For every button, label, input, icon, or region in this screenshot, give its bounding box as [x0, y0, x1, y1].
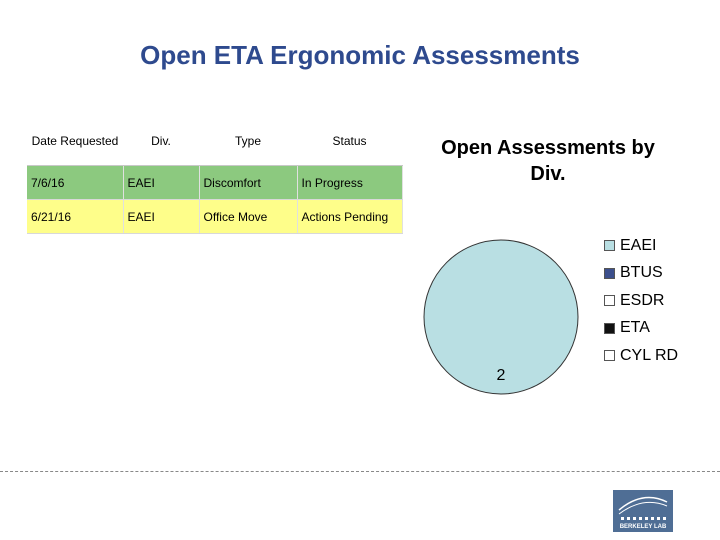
legend-label: ESDR: [620, 291, 665, 309]
legend-item-cyl-rd: [604, 342, 678, 370]
legend-item-esdr: [604, 287, 678, 315]
header-div: Div.: [123, 128, 199, 166]
cell-type: Discomfort: [199, 166, 297, 200]
legend-label: BTUS: [620, 264, 663, 282]
cell-div: EAEI: [123, 166, 199, 200]
header-date-requested: Date Requested: [27, 128, 123, 166]
chart-legend: [604, 232, 678, 370]
legend-swatch-btus: [604, 268, 615, 279]
cell-date: 6/21/16: [27, 200, 123, 234]
legend-swatch-eta: [604, 323, 615, 334]
cell-status: In Progress: [297, 166, 402, 200]
cell-div: EAEI: [123, 200, 199, 234]
cell-date: 7/6/16: [27, 166, 123, 200]
berkeley-lab-logo: [613, 490, 673, 532]
slide-title: Open ETA Ergonomic Assessments: [140, 40, 580, 70]
footer-divider: [0, 471, 720, 472]
chart-title: Open Assessments by Div.: [441, 137, 655, 185]
header-type: Type: [199, 128, 297, 166]
pie-data-label: 2: [496, 367, 506, 384]
legend-swatch-esdr: [604, 295, 615, 306]
legend-item-btus: [604, 260, 678, 288]
cell-status: Actions Pending: [297, 200, 402, 234]
legend-label: ETA: [620, 319, 650, 337]
legend-swatch-cyl-rd: [604, 350, 615, 361]
legend-swatch-eaei: [604, 240, 615, 251]
cell-type: Office Move: [199, 200, 297, 234]
legend-label: CYL RD: [620, 346, 679, 364]
legend-label: EAEI: [620, 236, 657, 254]
legend-item-eta: [604, 315, 678, 343]
legend-item-eaei: [604, 232, 678, 260]
logo-label: BERKELEY LAB: [619, 524, 667, 530]
header-status: Status: [297, 128, 402, 166]
